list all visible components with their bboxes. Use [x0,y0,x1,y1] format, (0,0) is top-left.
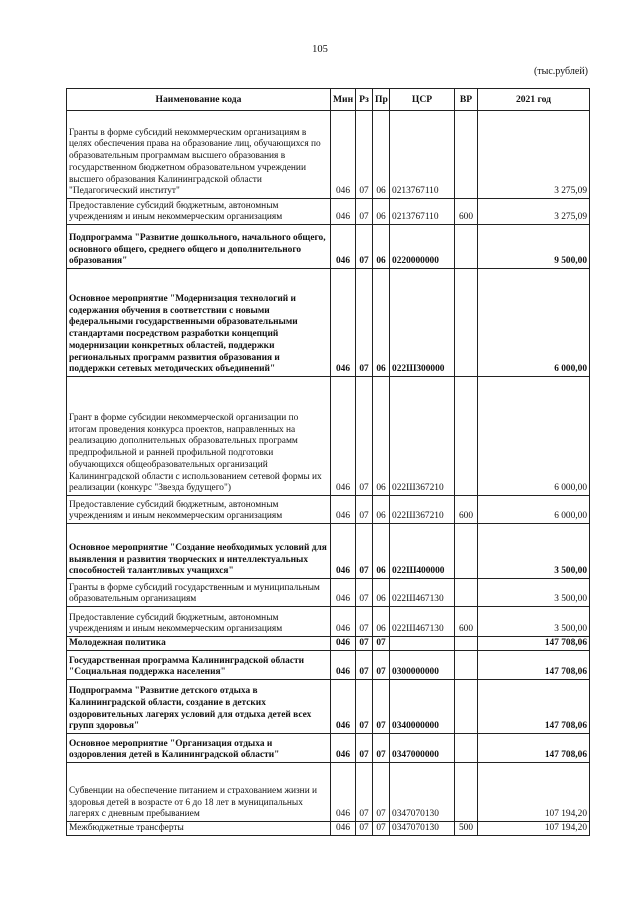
table-row [67,496,590,524]
row-rz: 07 [356,607,373,637]
header-pr: Пр [373,89,390,111]
row-name: Основное мероприятие "Модернизация технологий и содержания обучения в соответствии с новыми федеральными государственными образовательными стандартами посредством разработки концепций модернизации конкретных областей, поддержки региональных программ развития образования и поддержки сетевых методических объединений" [67,269,331,377]
row-csr: 0300000000 [390,651,455,680]
budget-table [66,88,590,836]
row-vr: 600 [455,607,478,637]
header-name: Наименование кода [67,89,331,111]
row-vr [455,225,478,269]
row-csr: 0213767110 [390,111,455,199]
header-vr: ВР [455,89,478,111]
row-pr: 06 [373,199,390,225]
row-csr: 0213767110 [390,199,455,225]
table-header-row [67,89,590,111]
row-pr: 07 [373,734,390,763]
table-row [67,377,590,496]
row-name: Основное мероприятие "Создание необходимых условий для выявления и развития творческих и интеллектуальных способностей талантливых учащихся" [67,524,331,579]
row-min: 046 [331,199,356,225]
row-amount: 147 708,06 [478,651,590,680]
row-amount: 9 500,00 [478,225,590,269]
row-name: Субвенции на обеспечение питанием и страхованием жизни и здоровья детей в возрасте от 6 до 18 лет в муниципальных лагерях с дневным пребыванием [67,763,331,822]
row-rz: 07 [356,579,373,607]
row-vr [455,111,478,199]
row-rz: 07 [356,734,373,763]
units-note: (тыс.рублей) [533,66,588,77]
row-pr: 06 [373,225,390,269]
row-rz: 07 [356,637,373,651]
row-name: Межбюджетные трансферты [67,822,331,836]
row-amount: 6 000,00 [478,496,590,524]
row-amount: 3 275,09 [478,111,590,199]
row-amount: 3 500,00 [478,524,590,579]
page-number: 105 [312,44,328,55]
row-amount: 107 194,20 [478,822,590,836]
row-pr: 06 [373,377,390,496]
row-rz: 07 [356,199,373,225]
row-min: 046 [331,496,356,524]
table-body [67,111,590,836]
row-min: 046 [331,763,356,822]
row-csr: 0347070130 [390,763,455,822]
row-min: 046 [331,822,356,836]
row-amount: 3 275,09 [478,199,590,225]
row-name: Гранты в форме субсидий государственным и муниципальным образовательным организациям [67,579,331,607]
table-row [67,111,590,199]
row-rz: 07 [356,651,373,680]
row-vr: 500 [455,822,478,836]
header-min: Мин [331,89,356,111]
row-vr: 600 [455,199,478,225]
row-vr [455,377,478,496]
row-csr: 022Ш367210 [390,377,455,496]
row-min: 046 [331,377,356,496]
row-name: Предоставление субсидий бюджетным, автономным учреждениям и иным некоммерческим организациям [67,496,331,524]
row-min: 046 [331,524,356,579]
row-vr [455,269,478,377]
row-amount: 147 708,06 [478,637,590,651]
table-row [67,225,590,269]
row-csr [390,637,455,651]
row-name: Предоставление субсидий бюджетным, автономным учреждениям и иным некоммерческим организациям [67,607,331,637]
row-amount: 147 708,06 [478,680,590,734]
row-amount: 6 000,00 [478,269,590,377]
row-name: Подпрограмма "Развитие дошкольного, начального общего, основного общего, среднего общего и дополнительного образования" [67,225,331,269]
row-pr: 06 [373,496,390,524]
row-rz: 07 [356,680,373,734]
row-min: 046 [331,680,356,734]
row-vr [455,579,478,607]
row-vr [455,763,478,822]
row-rz: 07 [356,377,373,496]
row-min: 046 [331,637,356,651]
row-pr: 06 [373,607,390,637]
row-pr: 06 [373,579,390,607]
table-row [67,637,590,651]
row-rz: 07 [356,269,373,377]
row-csr: 022Ш300000 [390,269,455,377]
row-csr: 022Ш467130 [390,579,455,607]
header-year: 2021 год [478,89,590,111]
row-vr [455,651,478,680]
table-row [67,607,590,637]
row-csr: 0347070130 [390,822,455,836]
row-csr: 0340000000 [390,680,455,734]
row-vr [455,734,478,763]
row-pr: 07 [373,637,390,651]
header-rz: Рз [356,89,373,111]
row-vr [455,680,478,734]
row-pr: 06 [373,111,390,199]
table-row [67,579,590,607]
row-pr: 07 [373,822,390,836]
row-min: 046 [331,111,356,199]
table-row [67,524,590,579]
row-amount: 6 000,00 [478,377,590,496]
row-min: 046 [331,734,356,763]
row-name: Предоставление субсидий бюджетным, автономным учреждениям и иным некоммерческим организациям [67,199,331,225]
table-row [67,822,590,836]
row-vr [455,524,478,579]
row-rz: 07 [356,496,373,524]
table-row [67,651,590,680]
row-name: Государственная программа Калининградской области "Социальная поддержка населения" [67,651,331,680]
row-rz: 07 [356,763,373,822]
row-min: 046 [331,225,356,269]
row-amount: 3 500,00 [478,607,590,637]
row-rz: 07 [356,225,373,269]
table-row [67,680,590,734]
row-pr: 07 [373,651,390,680]
row-min: 046 [331,607,356,637]
row-vr [455,637,478,651]
row-csr: 0220000000 [390,225,455,269]
row-rz: 07 [356,111,373,199]
row-pr: 06 [373,524,390,579]
row-rz: 07 [356,822,373,836]
row-csr: 022Ш467130 [390,607,455,637]
row-pr: 06 [373,269,390,377]
row-name: Молодежная политика [67,637,331,651]
row-amount: 147 708,06 [478,734,590,763]
row-csr: 022Ш367210 [390,496,455,524]
table-row [67,199,590,225]
row-vr: 600 [455,496,478,524]
row-csr: 0347000000 [390,734,455,763]
row-csr: 022Ш400000 [390,524,455,579]
table-row [67,269,590,377]
row-name: Гранты в форме субсидий некоммерческим организациям в целях обеспечения права на образование лиц, обучающихся по образовательным программам высшего образования в государственном бюджетном образовательном учреждении высшего образования Калининградской области "Педагогический институт" [67,111,331,199]
row-name: Подпрограмма "Развитие детского отдыха в Калининградской области, создание в детских оздоровительных лагерях условий для отдыха детей всех групп здоровья" [67,680,331,734]
row-min: 046 [331,651,356,680]
row-amount: 107 194,20 [478,763,590,822]
row-amount: 3 500,00 [478,579,590,607]
header-csr: ЦСР [390,89,455,111]
row-name: Основное мероприятие "Организация отдыха и оздоровления детей в Калининградской области" [67,734,331,763]
table-row [67,734,590,763]
row-min: 046 [331,269,356,377]
row-pr: 07 [373,763,390,822]
row-pr: 07 [373,680,390,734]
row-min: 046 [331,579,356,607]
row-rz: 07 [356,524,373,579]
table-row [67,763,590,822]
row-name: Грант в форме субсидии некоммерческой организации по итогам проведения конкурса проектов, направленных на реализацию дополнительных образовательных программ предпрофильной и ранней профильной подготовки обучающихся общеобразовательных организаций Калининградской области с использованием сетевой формы их реализации (конкурс "Звезда будущего") [67,377,331,496]
